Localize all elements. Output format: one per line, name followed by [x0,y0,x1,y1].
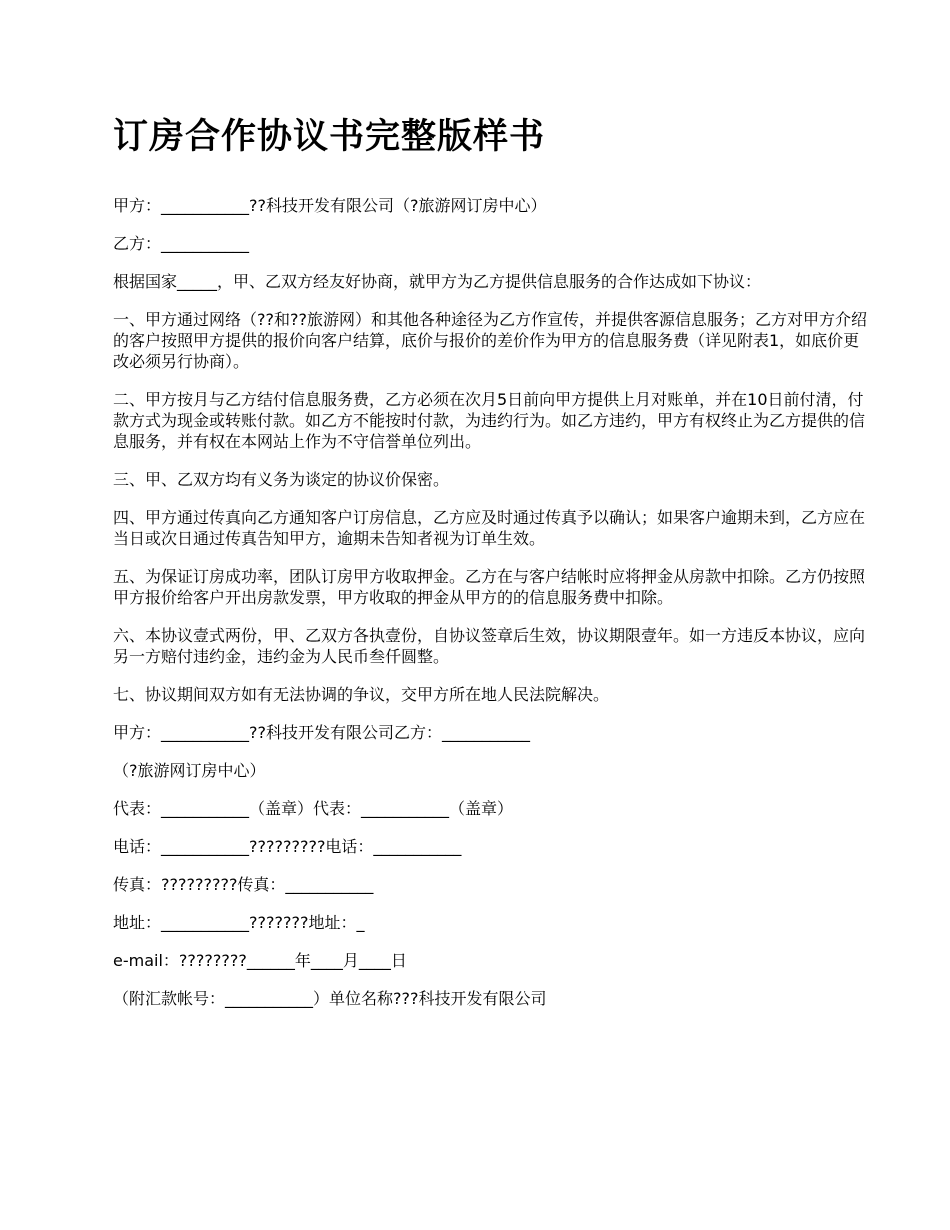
clause-2: 二、甲方按月与乙方结付信息服务费，乙方必须在次月5日前向甲方提供上月对账单，并在10日前付清，付款方式为现金或转账付款。如乙方不能按时付款，为违约行为。如乙方违约，甲方有权终止为乙方提供的信息服务，并有权在本网站上作为不守信誉单位列出。 [113,390,866,451]
clause-4: 四、甲方通过传真向乙方通知客户订房信息，乙方应及时通过传真予以确认；如果客户逾期未到，乙方应在当日或次日通过传真告知甲方，逾期未告知者视为订单生效。 [113,508,866,548]
address-line: 地址：___________???????地址：_ [113,913,365,932]
clause-3: 三、甲、乙双方均有义务为谈定的协议价保密。 [113,470,450,489]
clause-6: 六、本协议壹式两份，甲、乙双方各执壹份，自协议签章后生效，协议期限壹年。如一方违反本协议，应向另一方赔付违约金，违约金为人民币叁仟圆整。 [113,626,866,666]
representative-line: 代表：___________（盖章）代表：___________（盖章） [113,799,514,818]
email-date-line: e-mail：????????______年____月____日 [113,951,407,970]
clause-5: 五、为保证订房成功率，团队订房甲方收取押金。乙方在与客户结帐时应将押金从房款中扣除。乙方仍按照甲方报价给客户开出房款发票，甲方收取的押金从甲方的的信息服务费中扣除。 [113,567,866,607]
clause-1: 一、甲方通过网络（??和??旅游网）和其他各种途径为乙方作宣传，并提供客源信息服务；乙方对甲方介绍的客户按照甲方提供的报价向客户结算，底价与报价的差价作为甲方的信息服务费（详见附表1，如底价更改必须另行协商）。 [113,310,867,371]
signature-org-line: （?旅游网订房中心） [113,761,266,780]
document-title: 订房合作协议书完整版样书 [113,117,546,157]
bank-account-line: （附汇款帐号：___________）单位名称???科技开发有限公司 [113,989,547,1008]
preamble-paragraph: 根据国家_____，甲、乙双方经友好协商，就甲方为乙方提供信息服务的合作达成如下协议： [113,272,762,291]
clause-7: 七、协议期间双方如有无法协调的争议，交甲方所在地人民法院解决。 [113,685,610,704]
fax-line: 传真：?????????传真：___________ [113,875,374,894]
party-b-line: 乙方：___________ [113,234,250,253]
phone-line: 电话：___________?????????电话：___________ [113,837,462,856]
signature-parties-line: 甲方：___________??科技开发有限公司乙方：___________ [113,723,530,742]
party-a-line: 甲方：___________??科技开发有限公司（?旅游网订房中心） [113,196,547,215]
